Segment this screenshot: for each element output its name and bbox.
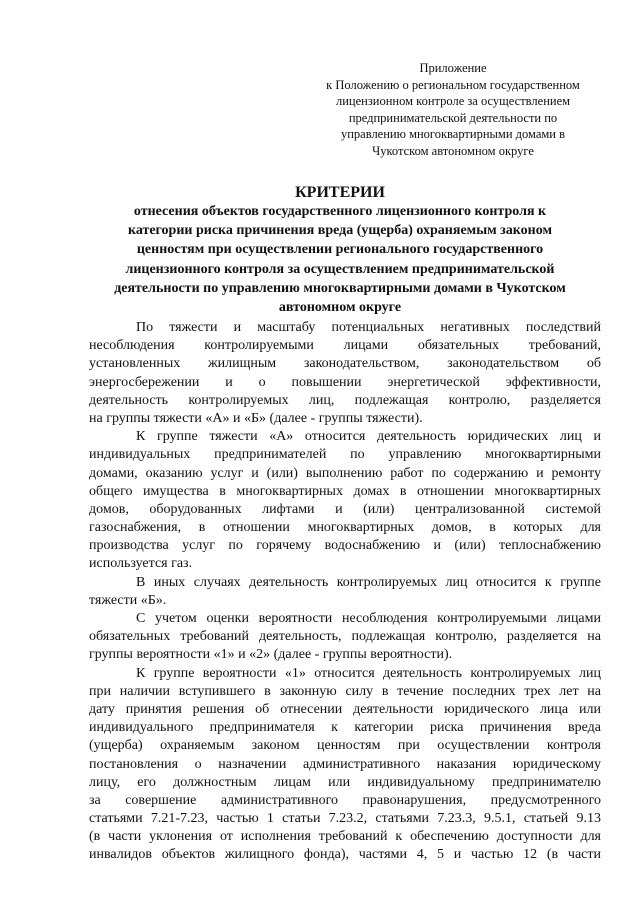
body-line: установленных жилищным законодательством, законодательством об — [89, 356, 601, 372]
subtitle-line: лицензионного контроля за осуществлением предпринимательской — [125, 261, 555, 277]
body-line: (ущерба) охраняемым законом ценностям при осуществлении контроля — [89, 738, 601, 754]
body-line: производства услуг по горячему водоснабжению и (или) теплоснабжению — [89, 538, 601, 554]
body-line: По тяжести и масштабу потенциальных негативных последствий — [136, 320, 601, 335]
body-line: статьями 7.21-7.23, частью 1 статьи 7.23.2, статьями 7.23.3, 9.5.1, статьей 9.13 — [89, 811, 601, 827]
body-line: деятельность контролируемых лиц, подлежащая контролю, разделяется — [89, 392, 601, 408]
body-line: энергосбережении и о повышении энергетической эффективности, — [89, 374, 601, 390]
body-line: общего имущества в многоквартирных домах в отношении многоквартирных — [89, 483, 601, 499]
subtitle-line: ценностям при осуществлении регионального государственного — [136, 242, 544, 258]
appendix-line: Чукотском автономном округе — [372, 143, 534, 158]
appendix-line: управлению многоквартирными домами в — [340, 127, 566, 141]
document-subtitle — [80, 202, 600, 317]
subtitle-line: категории риска причинения вреда (ущерба) охраняемым законом — [127, 223, 553, 239]
appendix-header — [318, 60, 588, 159]
appendix-line: к Положению о региональном государственном — [326, 77, 580, 92]
body-line: индивидуального предпринимателя к категории риска причинения вреда — [89, 720, 601, 736]
body-line: газоснабжения, в отношении многоквартирных домов, в которых для — [89, 520, 601, 536]
subtitle-line: деятельности по управлению многоквартирными домами в Чукотском — [114, 280, 566, 296]
body-line: домами, оказанию услуг и (или) выполнению работ по содержанию и ремонту — [89, 465, 601, 481]
body-line: на группы тяжести «А» и «Б» (далее - группы тяжести). — [89, 410, 423, 426]
body-line: за совершение административного правонарушения, предусмотренного — [89, 792, 601, 808]
document-title: КРИТЕРИИ — [295, 184, 385, 201]
body-line: домов, оборудованных лифтами и (или) централизованной системой — [89, 501, 601, 517]
appendix-line: Приложение — [419, 61, 487, 75]
body-line: обязательных требований деятельность, подлежащая контролю, разделяется на — [89, 629, 601, 645]
body-line: К группе вероятности «1» относится деятельность контролируемых лиц — [136, 665, 601, 681]
body-line: дату принятия решения об отнесении деятельности юридического лица или — [89, 701, 601, 717]
body-line: К группе тяжести «А» относится деятельность юридических лиц и — [136, 429, 601, 445]
body-line: С учетом оценки вероятности несоблюдения контролируемыми лицами — [136, 611, 601, 626]
body-line: В иных случаях деятельность контролируемых лиц относится к группе — [136, 574, 601, 590]
body-line: (в части уклонения от исполнения требований к обеспечению доступности для — [89, 829, 601, 845]
appendix-line: предпринимательской деятельности по — [348, 110, 558, 125]
subtitle-line: автономном округе — [278, 300, 402, 316]
body-line: постановления о назначении административного наказания юридическому — [89, 756, 601, 772]
subtitle-line: отнесения объектов государственного лицензионного контроля к — [133, 204, 547, 219]
body-line: группы вероятности «1» и «2» (далее - группы вероятности). — [89, 647, 453, 663]
document-body — [89, 319, 601, 865]
body-line: тяжести «Б». — [89, 592, 167, 608]
body-line: индивидуальных предпринимателей по управлению многоквартирными — [89, 447, 601, 463]
body-line: лицу, его должностным лицам или индивидуальному предпринимателю — [89, 774, 601, 790]
appendix-line: лицензионном контроле за осуществлением — [335, 94, 571, 108]
body-line: используется газ. — [89, 556, 193, 572]
body-line: инвалидов объектов жилищного фонда), частями 4, 5 и частью 12 (в части — [89, 847, 601, 863]
body-line: при наличии вступившего в законную силу в течение последних трех лет на — [89, 683, 601, 699]
body-line: несоблюдения контролируемыми лицами обязательных требований, — [89, 338, 601, 354]
